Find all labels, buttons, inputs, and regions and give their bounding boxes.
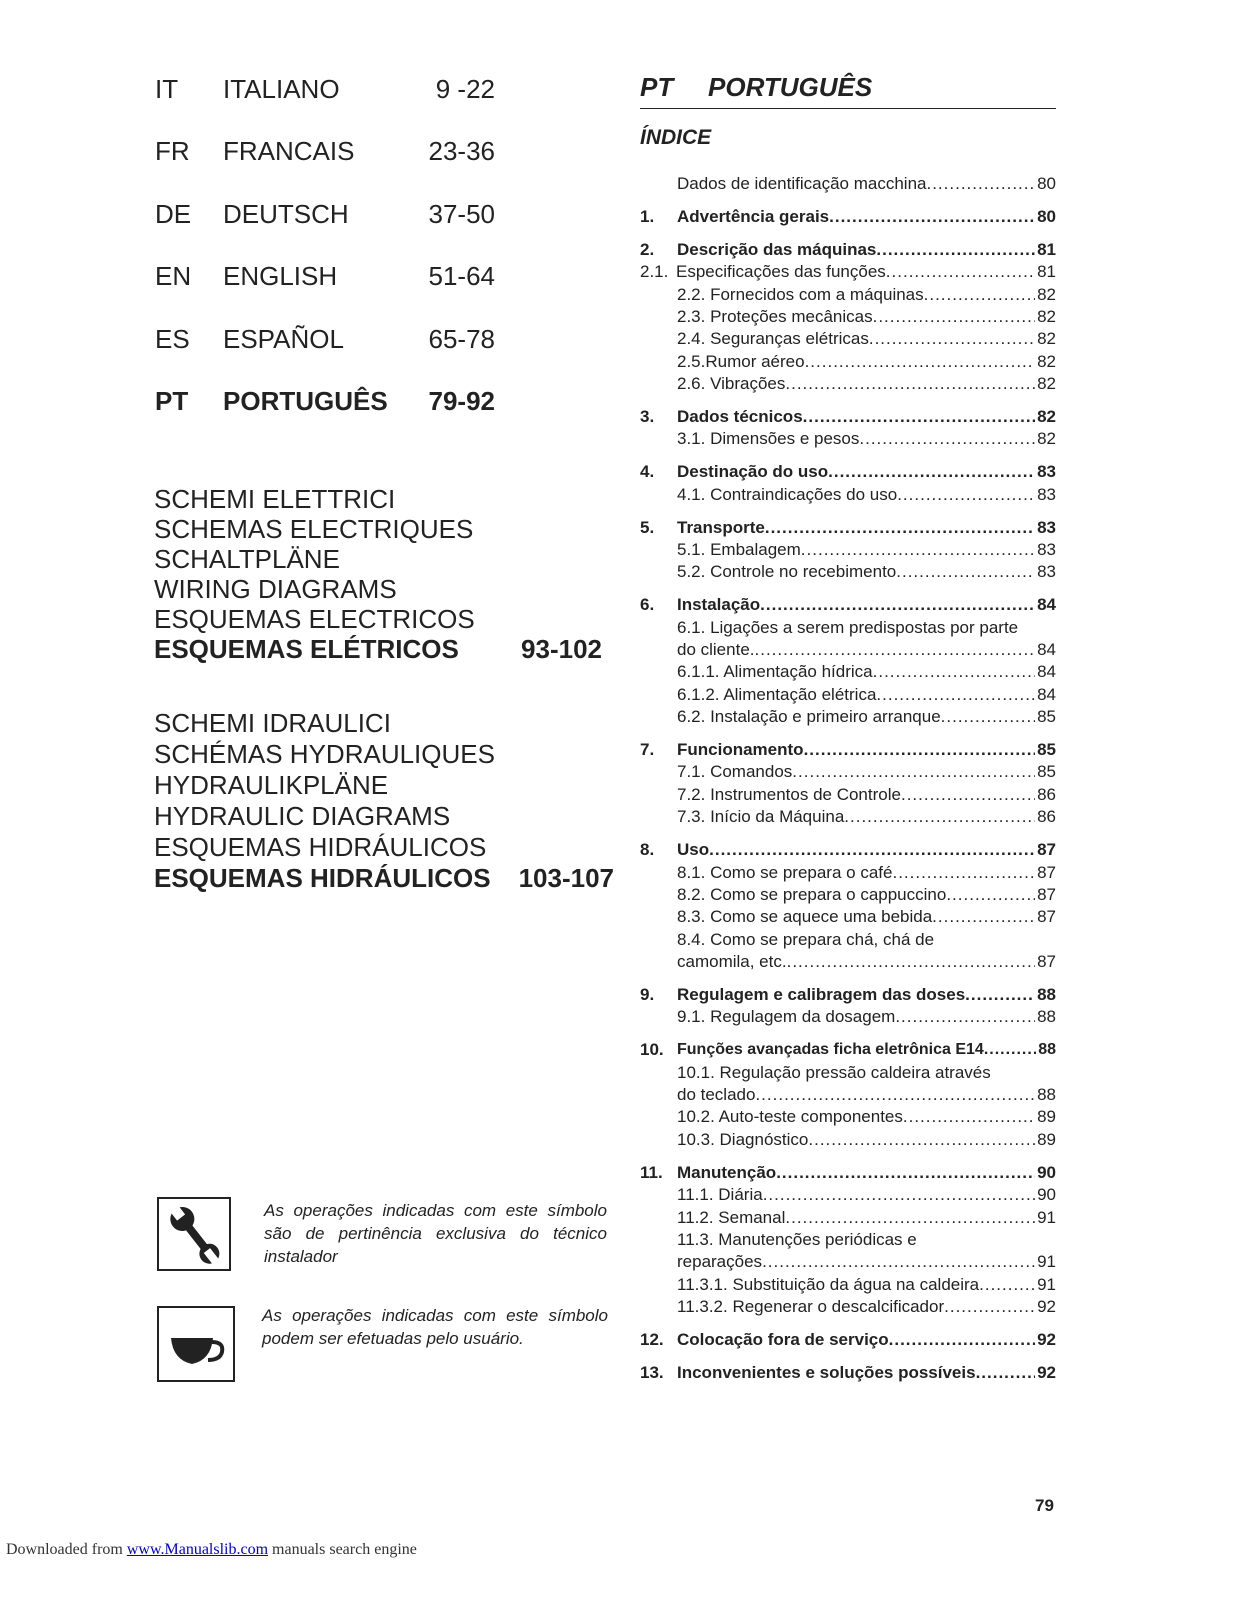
toc-label: 6.1.2. Alimentação elétrica — [677, 684, 877, 704]
toc-label: Descrição das máquinas — [677, 239, 877, 259]
toc-label: 6.1.1. Alimentação hídrica — [677, 662, 873, 682]
toc-page: 88 — [1037, 1007, 1056, 1027]
toc-label: 6.2. Instalação e primeiro arranque — [677, 707, 941, 727]
toc-label: Destinação do uso — [677, 462, 829, 482]
toc-leader-dots — [776, 1162, 1035, 1184]
footer-prefix: Downloaded from — [6, 1541, 127, 1558]
hydraulic-diagrams-block — [154, 708, 614, 894]
toc-page: 87 — [1037, 907, 1056, 927]
toc-label: 6.1. Ligações a serem predispostas por parte — [677, 617, 1019, 637]
toc-label: 8.4. Como se prepara chá, chá de — [677, 929, 935, 949]
toc-leader-dots — [828, 461, 1035, 483]
wiring-line-es: ESQUEMAS ELECTRICOS — [154, 604, 475, 634]
toc-number: 11. — [640, 1162, 663, 1182]
toc-page: 84 — [1037, 684, 1056, 704]
toc-page: 89 — [1037, 1107, 1056, 1127]
hydraulic-line-pt — [154, 863, 614, 894]
toc-page: 81 — [1037, 239, 1056, 259]
toc-label: 8.3. Como se aquece uma bebida — [677, 907, 933, 927]
language-code: IT — [155, 74, 179, 104]
toc-page: 84 — [1037, 640, 1056, 660]
toc-entry-row — [640, 951, 1056, 973]
toc-section-row — [640, 594, 1056, 616]
toc-page: 88 — [1037, 1085, 1056, 1105]
toc-leader-dots — [926, 173, 1035, 195]
toc-label: Funcionamento — [677, 740, 804, 760]
toc-entry-row — [640, 1229, 1056, 1251]
toc-page: 90 — [1037, 1162, 1056, 1182]
hydraulic-line-fr: SCHÉMAS HYDRAULIQUES — [154, 739, 495, 769]
toc-page: 82 — [1037, 284, 1056, 304]
toc-label: 4.1. Contraindicações do uso — [677, 484, 898, 504]
toc-label: 2.5.Rumor aéreo — [677, 351, 805, 371]
toc-label: 9.1. Regulagem da dosagem — [677, 1007, 896, 1027]
toc-page: 84 — [1037, 595, 1056, 615]
toc-page: 88 — [1037, 985, 1056, 1004]
language-name: ENGLISH — [223, 261, 338, 291]
language-row — [155, 386, 495, 420]
toc-page: 83 — [1037, 462, 1056, 482]
hydraulic-line-es: ESQUEMAS HIDRÁULICOS — [154, 832, 487, 862]
hydraulic-pages: 103-107 — [518, 863, 614, 893]
language-pages: 51-64 — [428, 261, 495, 291]
toc-page: 82 — [1037, 407, 1056, 427]
toc-label: Manutenção — [677, 1162, 777, 1182]
footer-link[interactable]: www.Manualslib.com — [126, 1541, 269, 1558]
wiring-diagrams-block — [154, 484, 614, 664]
toc-label: 8.1. Como se prepara o café — [677, 862, 893, 882]
toc-entry-row — [640, 1084, 1056, 1106]
toc-page: 86 — [1037, 784, 1056, 804]
toc-section-row — [640, 1329, 1056, 1351]
toc-page: 91 — [1037, 1207, 1056, 1227]
language-pages: 65-78 — [428, 324, 495, 354]
toc-page: 81 — [1037, 262, 1056, 282]
toc-leader-dots — [976, 1362, 1036, 1384]
toc-label: Funções avançadas ficha eletrônica E14 — [677, 1041, 984, 1059]
hydraulic-line-de: HYDRAULIKPLÄNE — [154, 770, 389, 800]
toc-label: 11.2. Semanal — [677, 1207, 786, 1227]
toc-entry-row — [640, 706, 1056, 728]
toc-entry-row — [640, 1129, 1056, 1151]
toc-label: Transporte — [677, 517, 765, 537]
wiring-line-pt — [154, 634, 614, 664]
toc-label: 2.2. Fornecidos com a máquinas — [677, 284, 924, 304]
toc-leader-dots — [808, 1129, 1035, 1151]
toc-label: do teclado — [677, 1085, 756, 1105]
toc-number: 4. — [640, 462, 655, 482]
toc-entry-row — [640, 561, 1056, 583]
hydraulic-line-it: SCHEMI IDRAULICI — [154, 708, 391, 738]
toc-section-row — [640, 839, 1056, 861]
language-code: ES — [155, 324, 190, 354]
toc-entry-row — [640, 862, 1056, 884]
toc-page: 82 — [1037, 329, 1056, 349]
toc-label: 2.4. Seguranças elétricas — [677, 329, 869, 349]
toc-page: 82 — [1037, 351, 1056, 371]
toc-entry-row — [640, 261, 1056, 283]
toc-leader-dots — [785, 1207, 1035, 1229]
section-heading-title: PORTUGUÊS — [708, 72, 873, 102]
toc-label: 2.6. Vibrações — [677, 374, 786, 394]
toc-leader-dots — [762, 1251, 1035, 1273]
toc-label: 10.3. Diagnóstico — [677, 1129, 809, 1149]
wiring-line-de: SCHALTPLÄNE — [154, 544, 340, 574]
language-name: FRANCAIS — [223, 136, 355, 166]
toc-section-row — [640, 1162, 1056, 1184]
toc-page: 87 — [1037, 840, 1056, 860]
language-code: PT — [155, 386, 189, 416]
toc-leader-dots — [979, 1274, 1035, 1296]
footer-suffix: manuals search engine — [268, 1541, 417, 1558]
toc-label: Uso — [677, 840, 710, 860]
toc-leader-dots — [876, 239, 1035, 261]
toc-label: 7.2. Instrumentos de Controle — [677, 784, 901, 804]
page-number: 79 — [1035, 1496, 1054, 1515]
language-name: ITALIANO — [223, 74, 340, 104]
toc-entry-row — [640, 1274, 1056, 1296]
toc-leader-dots — [760, 594, 1035, 616]
toc-entry-row — [640, 173, 1056, 195]
language-code: FR — [155, 136, 190, 166]
toc-entry-row — [640, 284, 1056, 306]
toc-number: 13. — [640, 1362, 664, 1382]
toc-label: Instalação — [677, 595, 761, 615]
toc-page: 91 — [1037, 1274, 1056, 1294]
toc-page: 89 — [1037, 1129, 1056, 1149]
toc-number: 2. — [640, 239, 655, 259]
toc-entry-row — [640, 306, 1056, 328]
toc-leader-dots — [755, 639, 1036, 661]
section-heading — [640, 72, 1056, 109]
toc-page: 82 — [1037, 429, 1056, 449]
toc-label: Regulagem e calibragem das doses — [677, 985, 966, 1004]
toc-leader-dots — [763, 1184, 1035, 1206]
language-row — [155, 74, 495, 108]
toc-page: 90 — [1037, 1185, 1056, 1205]
wiring-line-fr: SCHEMAS ELECTRIQUES — [154, 514, 474, 544]
toc-leader-dots — [895, 1006, 1035, 1028]
toc-page: 92 — [1037, 1362, 1056, 1382]
hydraulic-line-en: HYDRAULIC DIAGRAMS — [154, 801, 451, 831]
language-pages: 23-36 — [428, 136, 495, 166]
toc-section-row — [640, 461, 1056, 483]
toc-leader-dots — [765, 517, 1035, 539]
toc-leader-dots — [932, 906, 1035, 928]
toc-leader-dots — [892, 862, 1035, 884]
toc-entry-row — [640, 1106, 1056, 1128]
toc-label: do cliente. — [677, 640, 755, 660]
toc-page: 80 — [1037, 206, 1056, 226]
language-row — [155, 324, 495, 358]
toc-label: Inconvenientes e soluções possíveis — [677, 1362, 976, 1382]
toc-leader-dots — [859, 428, 1035, 450]
toc-leader-dots — [844, 806, 1035, 828]
toc-label: 7.1. Comandos — [677, 762, 793, 782]
toc-leader-dots — [944, 1296, 1035, 1318]
toc-number: 7. — [640, 740, 655, 760]
toc-leader-dots — [804, 739, 1036, 761]
toc-entry-row — [640, 906, 1056, 928]
toc-entry-row — [640, 617, 1056, 639]
toc-leader-dots — [785, 373, 1035, 395]
toc-page: 87 — [1037, 862, 1056, 882]
toc-page: 85 — [1037, 762, 1056, 782]
language-pages: 9 -22 — [435, 74, 495, 104]
toc-leader-dots — [946, 884, 1035, 906]
toc-label: 11.3.2. Regenerar o descalcificador — [677, 1297, 945, 1317]
index-title: ÍNDICE — [640, 126, 712, 149]
toc-entry-row — [640, 784, 1056, 806]
language-code: EN — [155, 261, 192, 291]
toc-label: camomila, etc. — [677, 952, 787, 972]
toc-page: 88 — [1038, 1041, 1056, 1059]
toc-entry-row — [640, 929, 1056, 951]
toc-entry-row — [640, 484, 1056, 506]
language-row — [155, 136, 495, 170]
toc-entry-row — [640, 428, 1056, 450]
toc-entry-row — [640, 1296, 1056, 1318]
toc-section-row — [640, 1362, 1056, 1384]
toc-label: 11.3.1. Substituição da água na caldeira — [677, 1274, 980, 1294]
language-pages: 37-50 — [428, 199, 495, 229]
toc-page: 84 — [1037, 662, 1056, 682]
toc-leader-dots — [903, 1106, 1035, 1128]
toc-number: 1. — [640, 206, 655, 226]
toc-label: 10.1. Regulação pressão caldeira através — [677, 1062, 991, 1082]
toc-entry-row — [640, 373, 1056, 395]
toc-leader-dots — [886, 261, 1035, 283]
toc-label: 5.1. Embalagem — [677, 539, 801, 559]
toc-leader-dots — [787, 951, 1035, 973]
wiring-pages: 93-102 — [521, 634, 602, 664]
toc-leader-dots — [901, 784, 1035, 806]
cup-icon — [157, 1306, 235, 1382]
toc-number: 9. — [640, 985, 655, 1004]
toc-entry-row — [640, 806, 1056, 828]
toc-number: 3. — [640, 407, 655, 427]
toc-label: 11.3. Manutenções periódicas e — [677, 1229, 917, 1249]
toc-leader-dots — [873, 661, 1035, 683]
toc-entry-row — [640, 684, 1056, 706]
toc-page: 85 — [1037, 707, 1056, 727]
toc-page: 85 — [1037, 740, 1056, 760]
language-name: PORTUGUÊS — [223, 386, 388, 416]
toc-number: 12. — [640, 1329, 664, 1349]
toc-label: Dados de identificação macchina — [677, 174, 927, 193]
toc-entry-row — [640, 1184, 1056, 1206]
toc-label: Dados técnicos — [677, 407, 803, 427]
toc-entry-row — [640, 639, 1056, 661]
language-name: ESPAÑOL — [223, 324, 344, 354]
toc-label: 11.1. Diária — [677, 1185, 763, 1205]
hydraulic-line-pt-label: ESQUEMAS HIDRÁULICOS — [154, 863, 491, 893]
toc-entry-row — [640, 328, 1056, 350]
toc-label: Advertência gerais — [677, 206, 830, 226]
toc-leader-dots — [805, 351, 1036, 373]
language-pages: 79-92 — [428, 386, 495, 416]
toc-entry-row — [640, 1207, 1056, 1229]
toc-leader-dots — [889, 1329, 1035, 1351]
toc-label: reparações — [677, 1252, 763, 1272]
toc-leader-dots — [709, 839, 1035, 861]
toc-leader-dots — [803, 406, 1035, 428]
toc-section-row — [640, 517, 1056, 539]
toc-entry-row — [640, 1062, 1056, 1084]
toc-entry-row — [640, 661, 1056, 683]
toc-entry-row — [640, 761, 1056, 783]
language-row — [155, 199, 495, 233]
toc-page: 83 — [1037, 539, 1056, 559]
table-of-contents — [640, 173, 1056, 1384]
toc-page: 80 — [1037, 174, 1056, 193]
toc-leader-dots — [897, 484, 1035, 506]
toc-leader-dots — [792, 761, 1035, 783]
wiring-line-en: WIRING DIAGRAMS — [154, 574, 397, 604]
toc-label: Colocação fora de serviço — [677, 1329, 889, 1349]
toc-section-row — [640, 239, 1056, 261]
toc-entry-row — [640, 884, 1056, 906]
toc-page: 92 — [1037, 1329, 1056, 1349]
toc-label: 2.3. Proteções mecânicas — [677, 306, 873, 326]
toc-page: 82 — [1037, 374, 1056, 394]
toc-leader-dots — [869, 328, 1035, 350]
toc-leader-dots — [896, 561, 1035, 583]
toc-leader-dots — [924, 284, 1035, 306]
toc-leader-dots — [829, 206, 1035, 228]
user-legend-text: As operações indicadas com este símbolo podem ser efetuadas pelo usuário. — [262, 1306, 608, 1348]
language-code: DE — [155, 199, 192, 229]
wiring-line-it: SCHEMI ELETTRICI — [154, 484, 396, 514]
toc-page: 87 — [1037, 952, 1056, 972]
language-name: DEUTSCH — [223, 199, 349, 229]
toc-entry-row — [640, 539, 1056, 561]
toc-leader-dots — [755, 1084, 1035, 1106]
toc-page: 82 — [1037, 306, 1056, 326]
toc-label: Especificações das funções — [676, 262, 886, 282]
toc-page: 91 — [1037, 1252, 1056, 1272]
toc-page: 86 — [1037, 807, 1056, 827]
toc-page: 87 — [1037, 884, 1056, 904]
toc-page: 83 — [1037, 484, 1056, 504]
toc-leader-dots — [801, 539, 1035, 561]
toc-section-row — [640, 406, 1056, 428]
wiring-line-pt-label: ESQUEMAS ELÉTRICOS — [154, 634, 459, 664]
toc-page: 83 — [1037, 517, 1056, 537]
toc-number: 6. — [640, 595, 655, 615]
toc-number: 2.1. — [640, 262, 669, 282]
toc-leader-dots — [984, 1039, 1036, 1061]
toc-leader-dots — [941, 706, 1035, 728]
toc-label: 5.2. Controle no recebimento — [677, 562, 897, 582]
toc-entry-row — [640, 1251, 1056, 1273]
section-heading-code: PT — [640, 72, 674, 102]
toc-leader-dots — [876, 684, 1035, 706]
toc-number: 10. — [640, 1040, 664, 1060]
toc-label: 8.2. Como se prepara o cappuccino — [677, 884, 947, 904]
toc-number: 5. — [640, 517, 655, 537]
toc-section-row — [640, 1039, 1056, 1061]
wrench-icon — [157, 1197, 231, 1271]
toc-page: 92 — [1037, 1297, 1056, 1317]
toc-section-row — [640, 206, 1056, 228]
toc-section-row — [640, 739, 1056, 761]
toc-leader-dots — [873, 306, 1035, 328]
language-row — [155, 261, 495, 295]
toc-label: 7.3. Início da Máquina — [677, 807, 845, 827]
download-footer — [6, 1541, 417, 1559]
toc-section-row — [640, 984, 1056, 1006]
toc-label: 10.2. Auto-teste componentes — [677, 1107, 903, 1127]
toc-number: 8. — [640, 840, 655, 860]
toc-leader-dots — [965, 984, 1035, 1006]
toc-label: 3.1. Dimensões e pesos — [677, 429, 860, 449]
toc-page: 83 — [1037, 562, 1056, 582]
toc-entry-row — [640, 1006, 1056, 1028]
toc-entry-row — [640, 351, 1056, 373]
technician-legend-text: As operações indicadas com este símbolo são de pertinência exclusiva do técnico instalador — [264, 1201, 607, 1266]
